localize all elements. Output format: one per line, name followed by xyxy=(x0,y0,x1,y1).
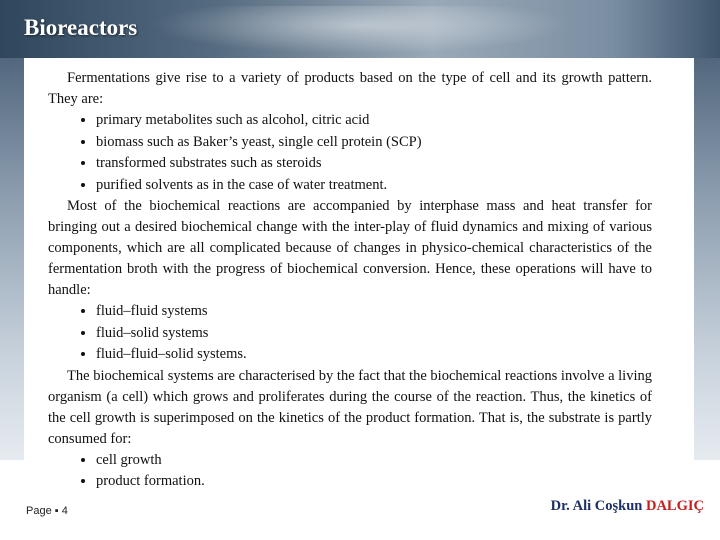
slide-title: Bioreactors xyxy=(24,15,138,40)
author-surname: DALGIÇ xyxy=(645,498,704,514)
list-item: • transformed substrates such as steroids xyxy=(96,153,652,175)
list-item: • primary metabolites such as alcohol, citric acid xyxy=(96,110,652,132)
left-side-band xyxy=(0,58,24,460)
right-side-band xyxy=(694,58,720,460)
consumption-list xyxy=(48,450,652,493)
list-item: • biomass such as Baker’s yeast, single cell protein (SCP) xyxy=(96,132,652,154)
intro-paragraph: Fermentations give rise to a variety of products based on the type of cell and its growth pattern. They are: xyxy=(48,70,652,107)
list-item: • purified solvents as in the case of water treatment. xyxy=(96,175,652,197)
mass-transfer-paragraph: Most of the biochemical reactions are accompanied by interphase mass and heat transfer for bringing out a desired biochemical change with the inter-play of fluid dynamics and mixing of various components, which are all complicated because of changes in physico-chemical characteristics of the fermentation broth with the progress of biochemical conversion. Hence, these operations will have to handle: xyxy=(48,198,652,298)
list-item: • product formation. xyxy=(96,471,652,493)
list-item: • fluid–fluid systems xyxy=(96,301,652,323)
slide-body xyxy=(48,68,652,493)
author-credit xyxy=(551,498,704,515)
slide-header xyxy=(0,0,720,58)
kinetics-paragraph: The biochemical systems are characterised by the fact that the biochemical reactions involve a living organism (a cell) which grows and proliferates during the course of the reaction. Thus, the kinetics of the cell growth is superimposed on the kinetics of the product formation. That is, the substrate is partly consumed for: xyxy=(48,367,652,447)
list-item: • cell growth xyxy=(96,450,652,472)
list-item: • fluid–fluid–solid systems. xyxy=(96,344,652,366)
page-number: Page ▪ 4 xyxy=(26,505,68,517)
header-decoration xyxy=(150,6,570,54)
author-first-name: Dr. Ali Coşkun xyxy=(550,498,643,514)
products-list xyxy=(48,110,652,196)
list-item: • fluid–solid systems xyxy=(96,323,652,345)
systems-list xyxy=(48,301,652,366)
